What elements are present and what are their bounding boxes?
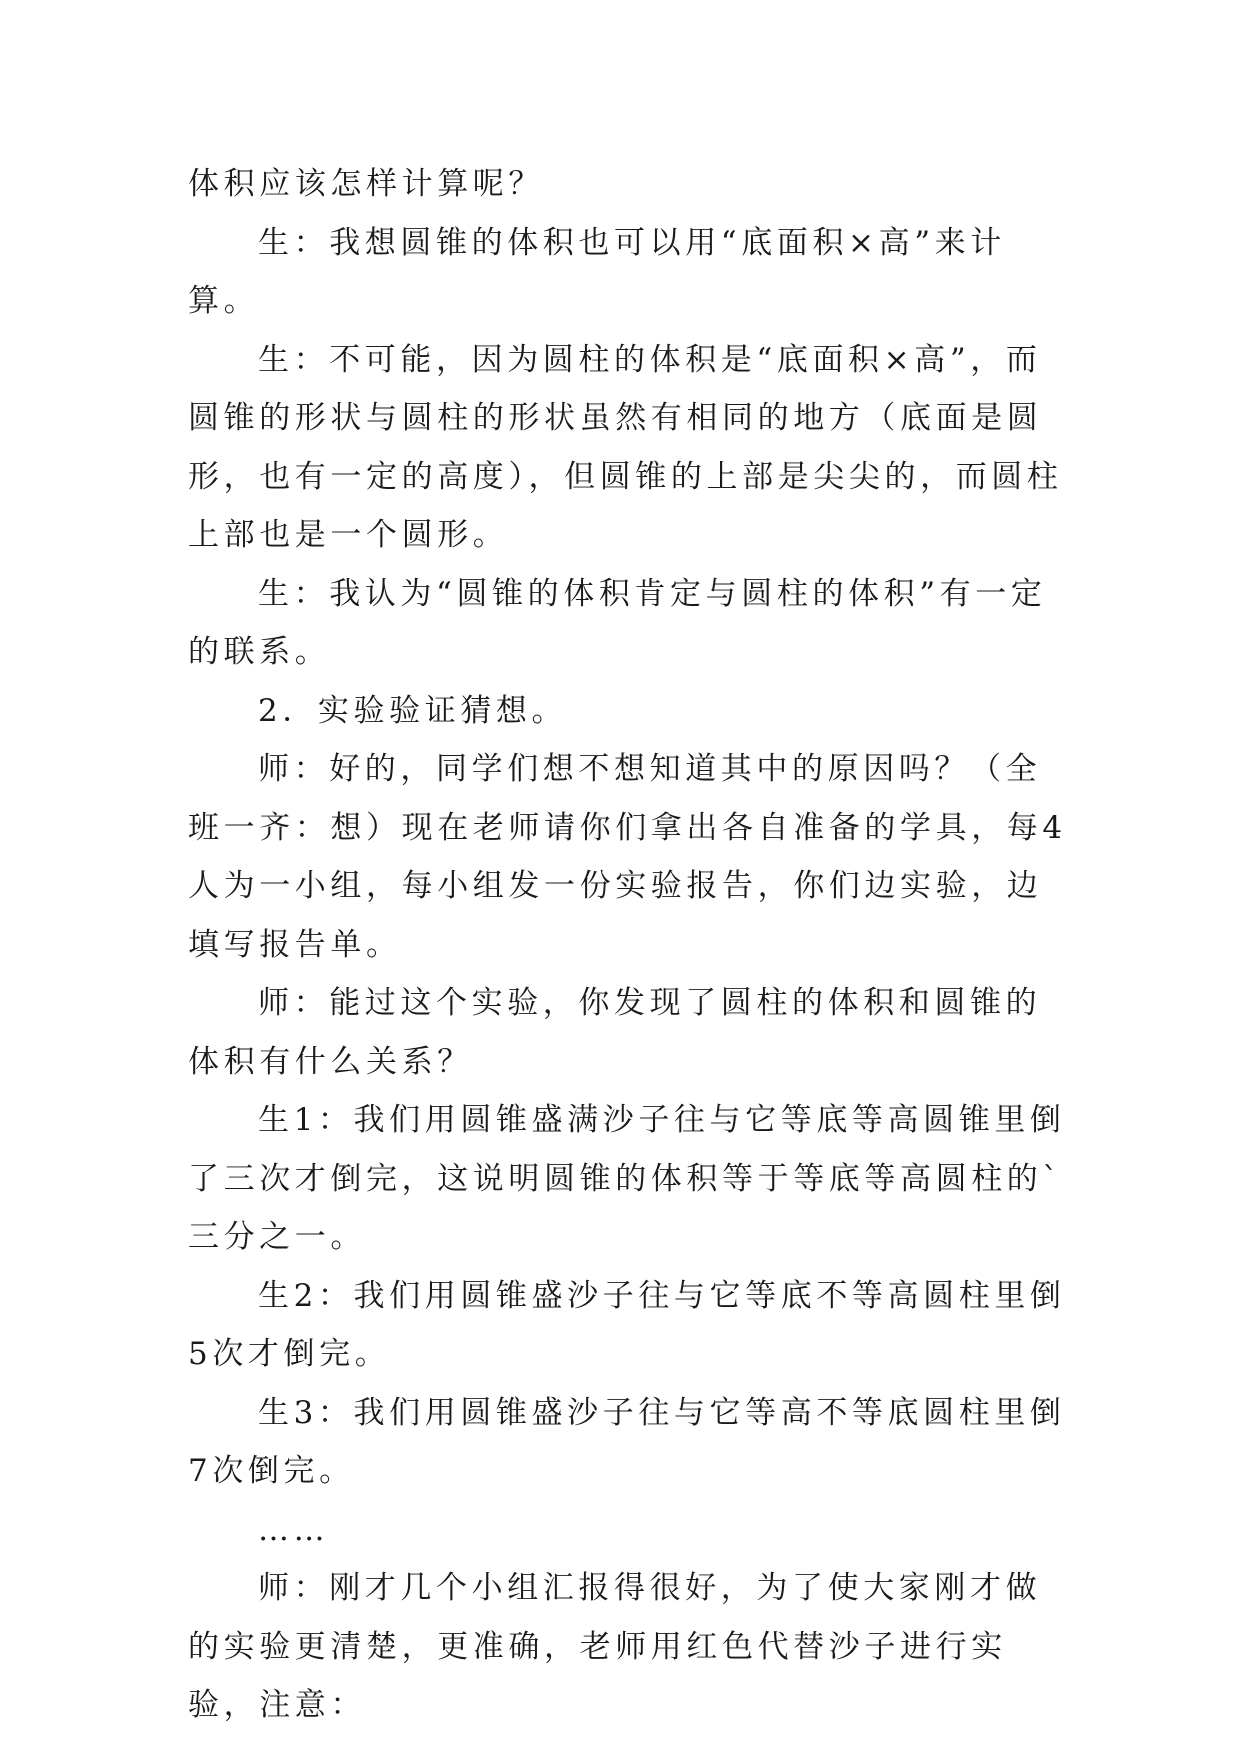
section-heading-experiment: 2．实验验证猜想。 — [258, 692, 568, 729]
paragraph-student-guess-1: 生：我想圆锥的体积也可以用“底面积×高”来计算。 — [188, 224, 1006, 319]
document-body — [188, 155, 1068, 1735]
paragraph-student-guess-2: 生：我认为“圆锥的体积肯定与圆柱的体积”有一定的联系。 — [188, 575, 1047, 670]
paragraph-ellipsis: …… — [258, 1511, 330, 1548]
paragraph-student-1-result: 生1：我们用圆锥盛满沙子往与它等底等高圆锥里倒了三次才倒完，这说明圆锥的体积等于等底等高圆柱的`三分之一。 — [188, 1102, 1066, 1255]
paragraph-student-2-result: 生2：我们用圆锥盛沙子往与它等底不等高圆柱里倒5次才倒完。 — [188, 1277, 1066, 1372]
paragraph-teacher-instruction: 师：好的，同学们想不想知道其中的原因吗？（全班一齐：想）现在老师请你们拿出各自准备的学具，每4人为一小组，每小组发一份实验报告，你们边实验，边填写报告单。 — [188, 751, 1067, 963]
paragraph-student-objection: 生：不可能，因为圆柱的体积是“底面积×高”，而圆锥的形状与圆柱的形状虽然有相同的地方（底面是圆形，也有一定的高度），但圆锥的上部是尖尖的，而圆柱上部也是一个圆形。 — [188, 341, 1063, 553]
paragraph-continuation: 体积应该怎样计算呢？ — [188, 166, 544, 202]
paragraph-student-3-result: 生3：我们用圆锥盛沙子往与它等高不等底圆柱里倒7次倒完。 — [188, 1394, 1066, 1489]
paragraph-teacher-question: 师：能过这个实验，你发现了圆柱的体积和圆锥的体积有什么关系？ — [188, 985, 1042, 1080]
paragraph-teacher-demo: 师：刚才几个小组汇报得很好，为了使大家刚才做的实验更清楚，更准确，老师用红色代替沙子进行实验，注意： — [188, 1570, 1042, 1723]
